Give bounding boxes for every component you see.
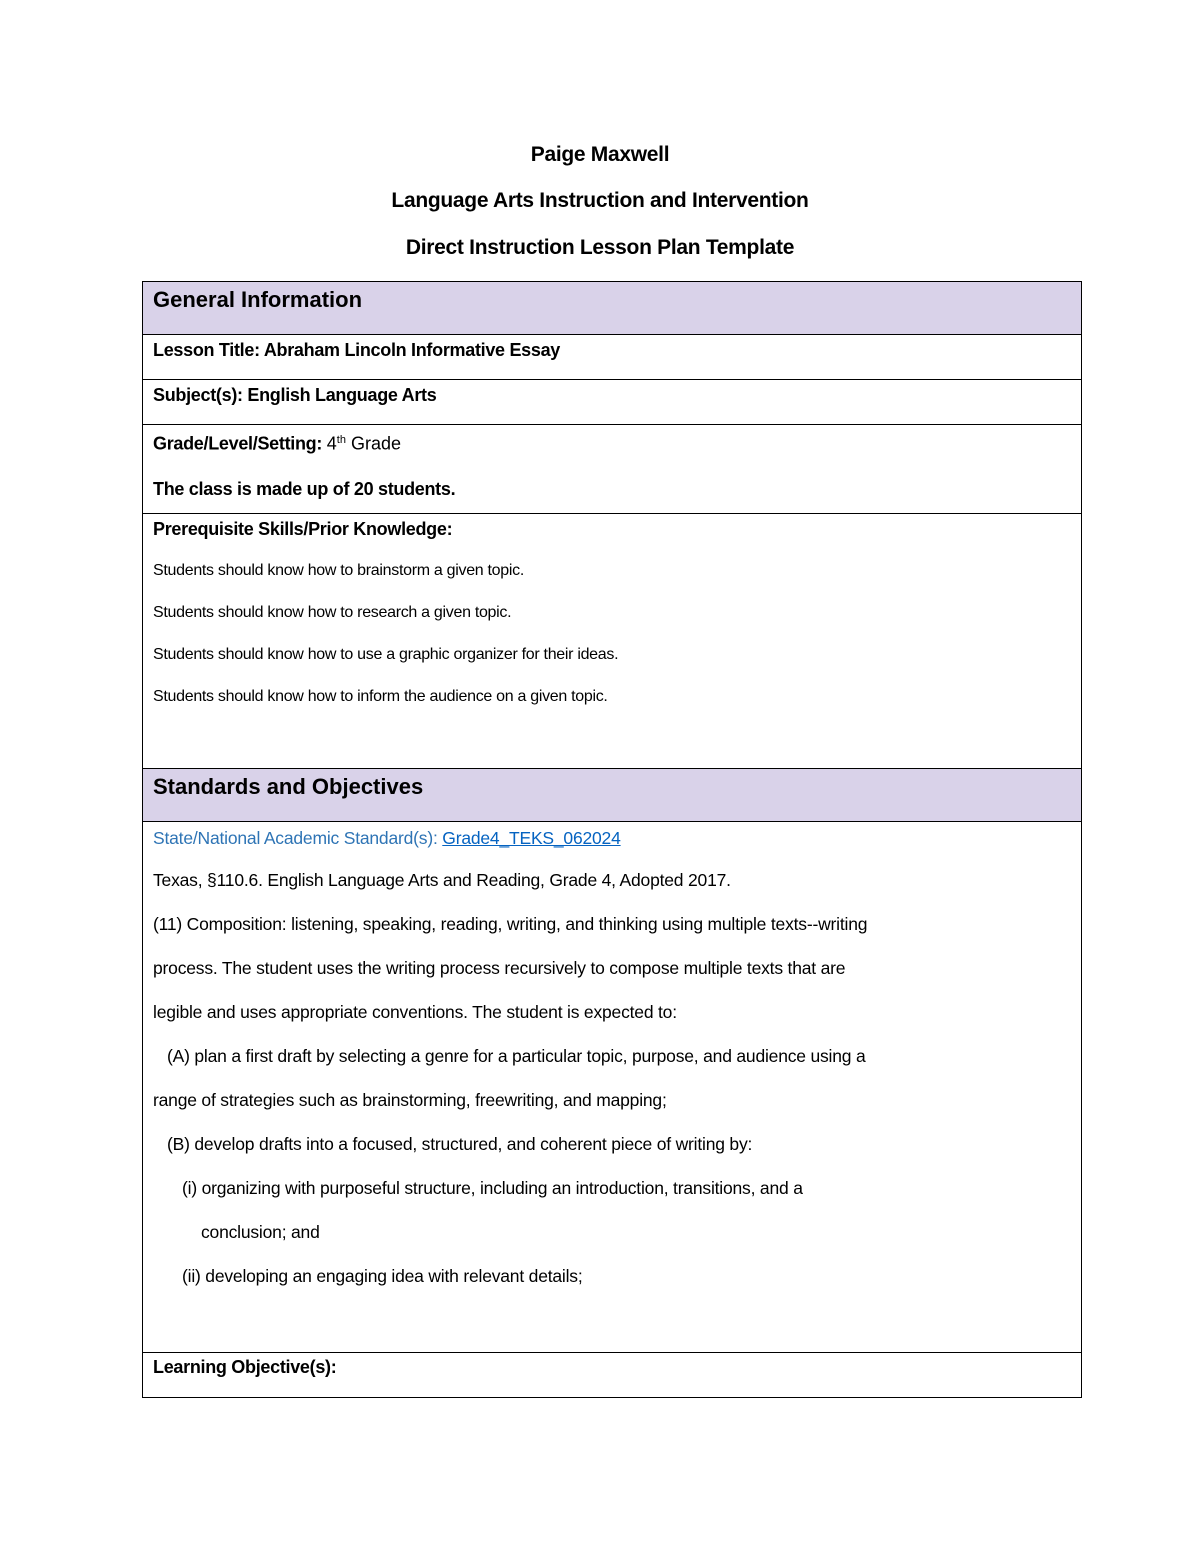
lesson-title: Lesson Title: Abraham Lincoln Informative Essay [153,340,561,360]
standard-line: Texas, §110.6. English Language Arts and Reading, Grade 4, Adopted 2017. [153,870,731,890]
standards-objectives-heading [143,769,1082,822]
standard-line: (ii) developing an engaging idea with relevant details; [182,1266,583,1286]
standard-line: (B) develop drafts into a focused, structured, and coherent piece of writing by: [167,1134,753,1154]
general-information-heading [143,282,1082,335]
standard-line: conclusion; and [201,1222,320,1242]
author-name: Paige Maxwell [530,143,670,166]
prerequisites-label: Prerequisite Skills/Prior Knowledge: [153,519,453,539]
course-title: Language Arts Instruction and Intervention [391,189,809,212]
standard-link[interactable]: Grade4_TEKS_062024 [442,828,621,848]
standard-line: (11) Composition: listening, speaking, reading, writing, and thinking using multiple texts--writing [153,914,868,934]
grade-number: 4 [326,433,337,454]
standards-objectives-heading-text: Standards and Objectives [153,774,424,799]
standard-line: legible and uses appropriate conventions. The student is expected to: [153,1002,677,1022]
standard-line: range of strategies such as brainstorming, freewriting, and mapping; [153,1090,667,1110]
grade-level [153,428,1071,457]
prerequisite-item: Students should know how to use a graphic organizer for their ideas. [153,646,619,663]
prerequisite-item: Students should know how to research a given topic. [153,604,512,621]
prerequisite-item: Students should know how to inform the audience on a given topic. [153,688,608,705]
class-size: The class is made up of 20 students. [153,479,456,500]
prerequisite-item: Students should know how to brainstorm a given topic. [153,562,524,579]
prerequisites-cell [143,514,1082,769]
grade-ordinal: th [336,434,346,446]
learning-objectives-label: Learning Objective(s): [153,1357,337,1377]
standard-line: process. The student uses the writing process recursively to compose multiple texts that are [153,958,846,978]
standards-cell [143,822,1082,1353]
lesson-plan-table [142,281,1082,1398]
subjects: Subject(s): English Language Arts [153,385,437,405]
standard-line: (A) plan a first draft by selecting a genre for a particular topic, purpose, and audience using a [167,1046,866,1066]
lesson-title-cell [143,335,1082,380]
grade-suffix: Grade [345,433,401,454]
grade-cell [143,425,1082,514]
template-title: Direct Instruction Lesson Plan Template [405,236,795,259]
general-information-heading-text: General Information [153,287,363,312]
standard-reference [153,825,1071,851]
subjects-cell [143,380,1082,425]
learning-objectives-cell [143,1353,1082,1398]
standard-line: (i) organizing with purposeful structure, including an introduction, transitions, and a [182,1178,803,1198]
grade-label: Grade/Level/Setting: [153,433,327,454]
standard-label: State/National Academic Standard(s): [153,828,443,848]
